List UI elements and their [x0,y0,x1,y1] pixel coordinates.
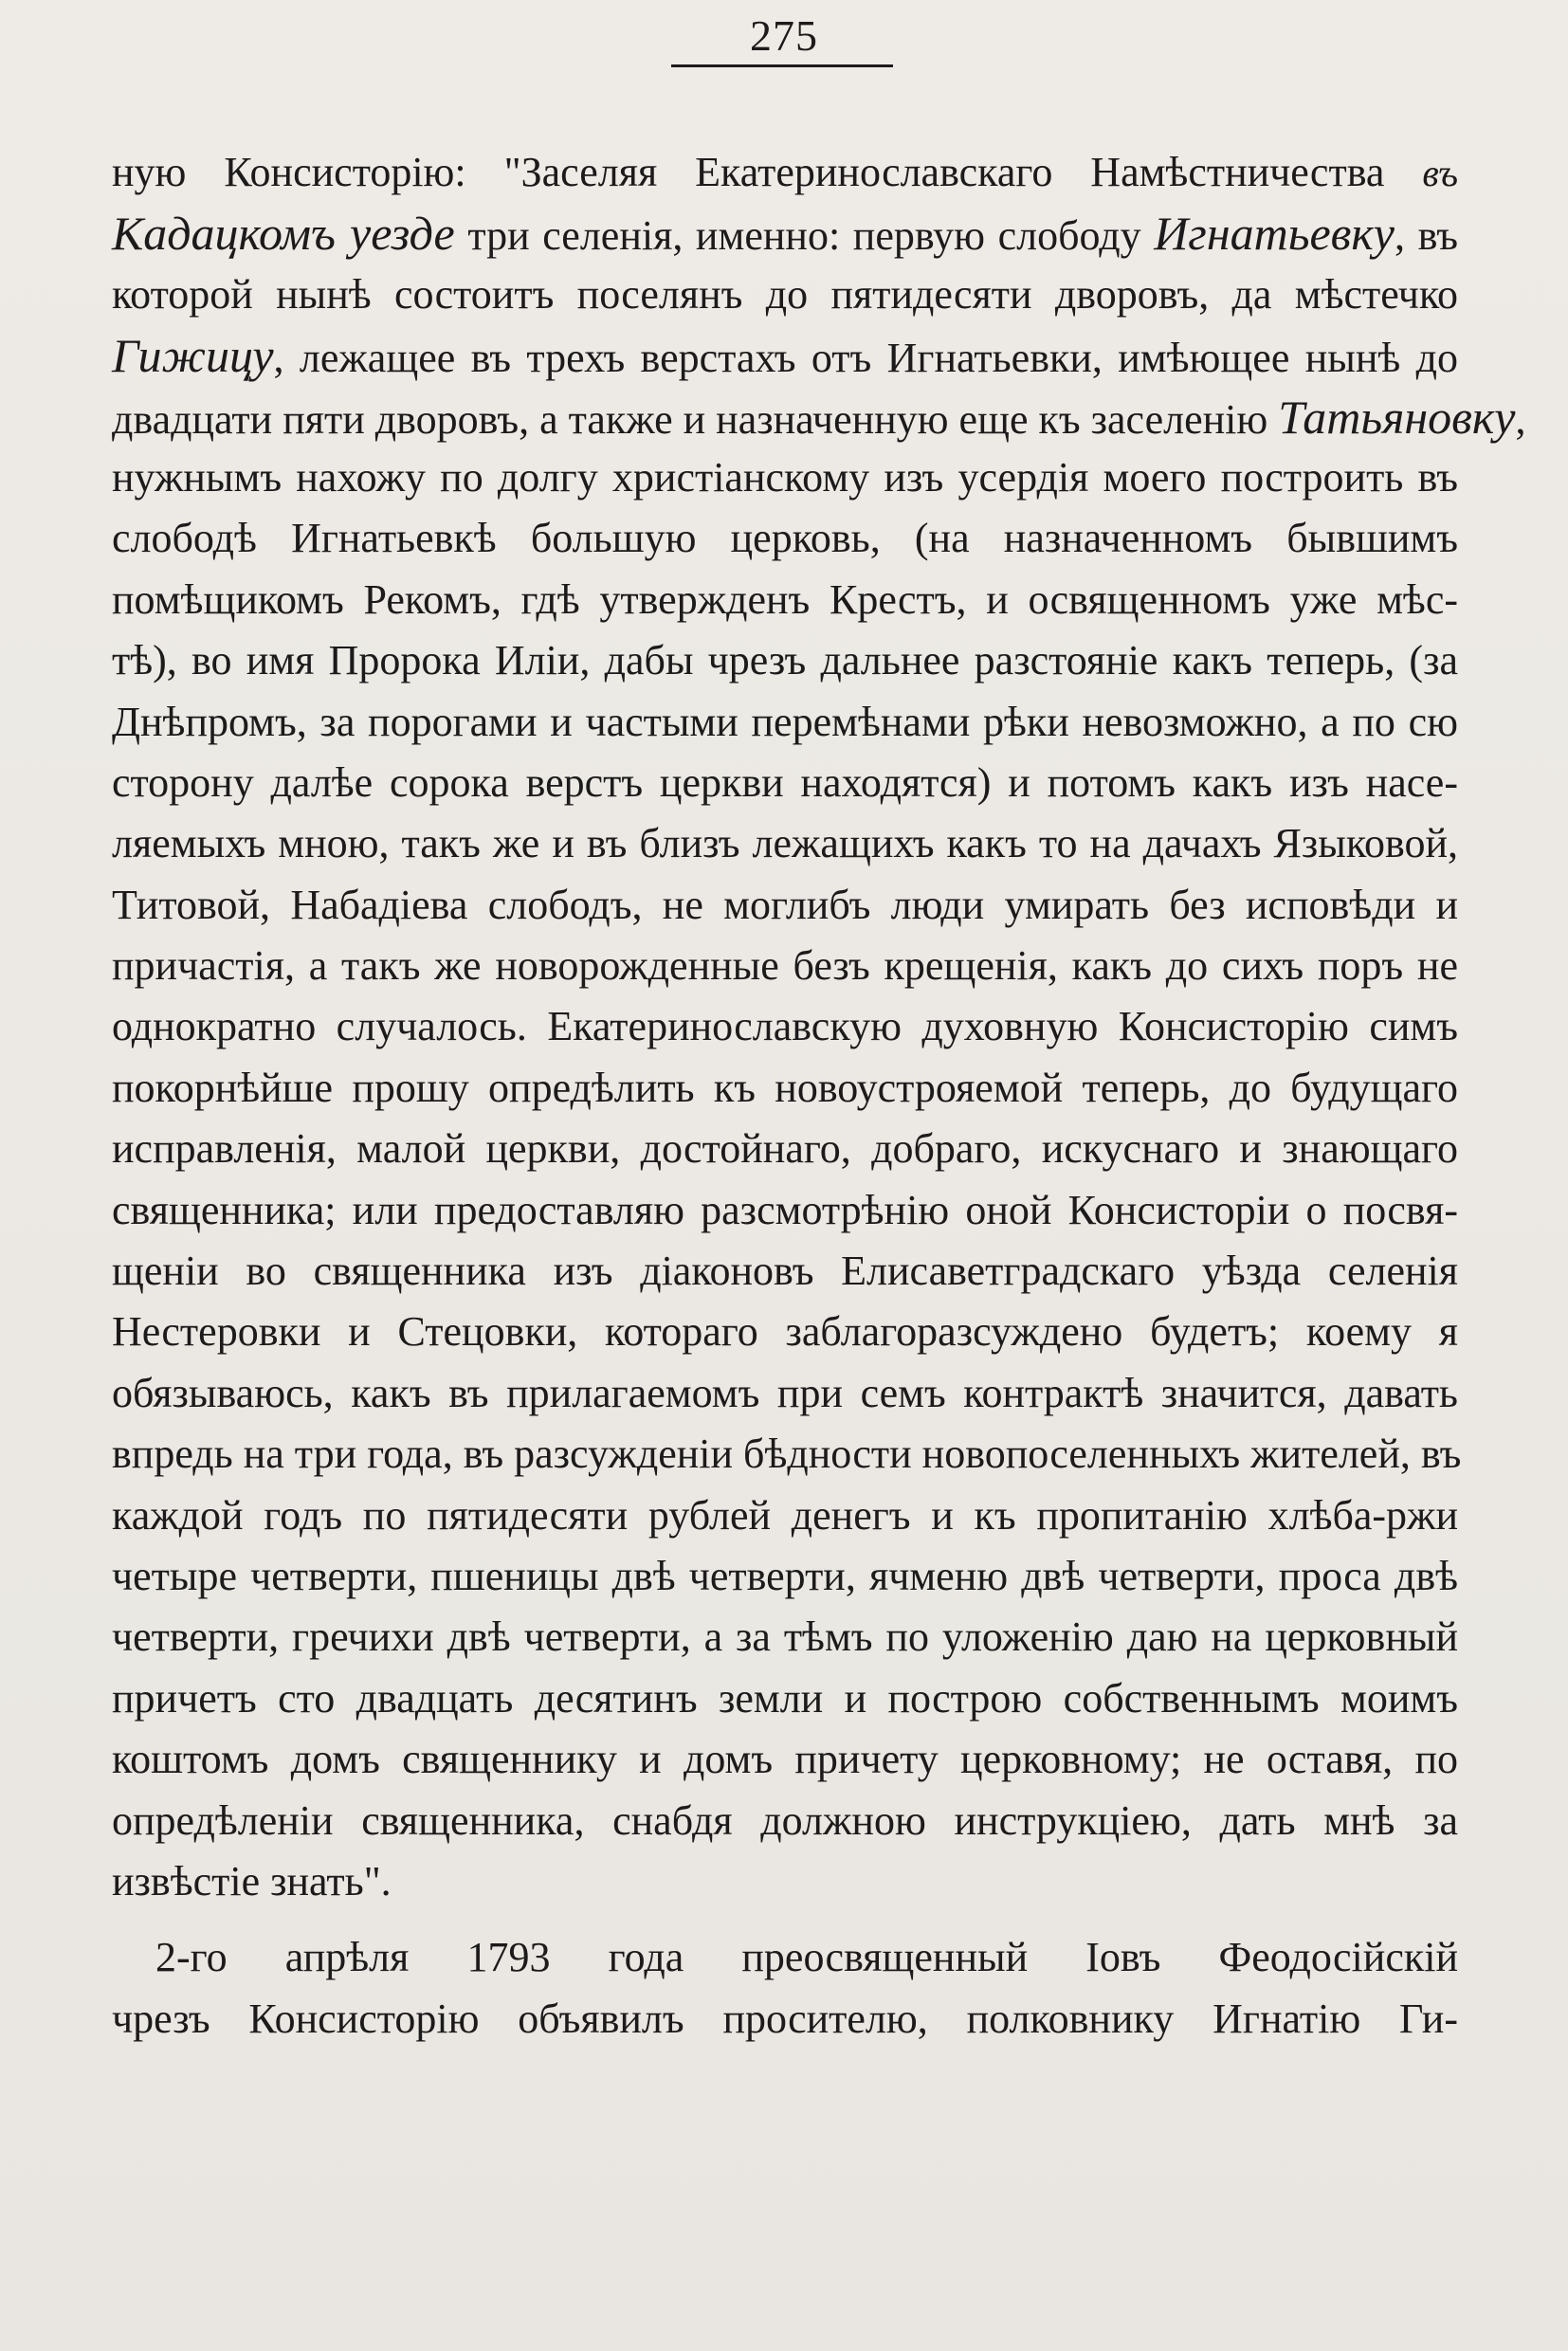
text-line [112,1927,1458,1988]
body-text [112,142,1526,2050]
text-run: слободѣ Игнатьевкѣ большую церковь, (на назначенномъ бывшимъ [112,515,1458,562]
italic-text-run: въ [1422,152,1458,194]
text-run: ляемыхъ мною, такъ же и въ близъ лежащихъ какъ то на дачахъ Языковой, [112,820,1458,867]
text-line [112,1302,1458,1362]
paragraph-2 [112,1927,1458,2050]
text-line [112,387,1526,447]
page-number-rule [671,64,893,67]
text-line [112,1363,1458,1424]
text-line [112,1791,1458,1851]
text-line [112,1058,1458,1119]
text-run: Днѣпромъ, за порогами и частыми перемѣнами рѣки невозможно, а по сю [112,698,1458,745]
text-run: которой нынѣ состоитъ поселянъ до пятидесяти дворовъ, да мѣстечко [112,270,1458,318]
page-number: 275 [750,11,818,60]
text-run: , [1515,395,1526,443]
text-run: покорнѣйше прошу опредѣлить къ новоустрояемой теперь, до будущаго [112,1064,1458,1111]
text-run: Нестеровки и Стецовки, котораго заблагоразсуждено будетъ; коему я [112,1308,1458,1356]
text-run: Титовой, Набадіева слободъ, не моглибъ люди умирать без исповѣди и [112,881,1458,928]
text-line [112,1546,1458,1607]
text-line [112,570,1458,630]
text-run: помѣщикомъ Рекомъ, гдѣ утвержденъ Крестъ, и освященномъ уже мѣс- [112,575,1458,623]
text-run: три селенія, именно: первую слободу [454,212,1155,260]
text-line [112,875,1458,936]
text-line [112,1241,1458,1302]
text-run: , лежащее въ трехъ верстахъ отъ Игнатьевки, имѣющее нынѣ до [273,335,1458,382]
text-line [112,1424,1462,1485]
paragraph-gap [112,1912,1458,1927]
text-run: обязываюсь, какъ въ прилагаемомъ при семъ контрактѣ значится, давать [112,1369,1458,1416]
text-run: 2-го апрѣля 1793 года преосвященный Іовъ Феодосійскій [155,1934,1458,1981]
text-run: четыре четверти, пшеницы двѣ четверти, ячменю двѣ четверти, проса двѣ [112,1552,1458,1599]
italic-text-run: Кадацкомъ уезде [112,207,455,261]
text-run: священника; или предоставляю разсмотрѣнію оной Консисторіи о посвя- [112,1186,1458,1233]
text-line [112,203,1458,264]
text-run: извѣстіе знать". [112,1857,392,1904]
text-line [112,753,1458,813]
text-line [112,1851,1458,1912]
paragraph-1 [112,142,1526,1912]
text-run: щеніи во священника изъ діаконовъ Елисаветградскаго уѣзда селенія [112,1248,1458,1295]
text-line [112,264,1458,325]
text-run: причастія, а такъ же новорожденные безъ крещенія, какъ до сихъ поръ не [112,942,1458,990]
text-line [112,508,1458,569]
text-run: чрезъ Консисторію объявилъ просителю, полковнику Игнатію Ги- [112,1995,1458,2042]
italic-text-run: Татьяновку [1278,390,1516,444]
text-line [112,325,1458,386]
italic-text-run: Игнатьевку [1154,207,1395,261]
text-run: четверти, гречихи двѣ четверти, а за тѣмъ по уложенію даю на церковный [112,1613,1458,1661]
italic-text-run: Гижицу [112,329,274,383]
text-line [112,1729,1458,1790]
text-run: коштомъ домъ священнику и домъ причету церковному; не оставя, по [112,1736,1458,1783]
text-run: тѣ), во имя Пророка Иліи, дабы чрезъ дальнее разстояніе какъ теперь, (за [112,637,1458,684]
text-line [112,813,1458,874]
text-run: каждой годъ по пятидесяти рублей денегъ и къ пропитанію хлѣба-ржи [112,1491,1458,1539]
text-run: нужнымъ нахожу по долгу христіанскому изъ усердія моего построить въ [112,453,1458,501]
text-line [112,996,1458,1057]
text-run: исправленія, малой церкви, достойнаго, добраго, искуснаго и знающаго [112,1125,1458,1173]
text-line [112,1180,1458,1241]
text-run: , въ [1394,212,1459,260]
text-line [112,936,1458,996]
text-line [112,630,1458,691]
text-run: впредь на три года, въ разсужденіи бѣдности новопоселенныхъ жителей, въ [112,1431,1462,1478]
text-run: двадцати пяти дворовъ, а также и назначенную еще къ заселенію [112,395,1279,443]
text-line [112,447,1458,508]
text-line [112,1119,1458,1179]
text-line [112,142,1458,203]
text-line [112,1668,1458,1729]
text-run: причетъ сто двадцать десятинъ земли и построю собственнымъ моимъ [112,1674,1458,1722]
text-line [112,692,1458,753]
text-run: сторону далѣе сорока верстъ церкви находятся) и потомъ какъ изъ насе- [112,758,1458,806]
text-line [112,1485,1458,1546]
text-line [112,1989,1458,2050]
text-run: ную Консисторію: "Заселяя Екатеринославскаго Намѣстничества [112,149,1423,195]
text-line [112,1607,1458,1668]
text-run: опредѣленіи священника, снабдя должною инструкціею, дать мнѣ за [112,1796,1458,1844]
text-run: однократно случалось. Екатеринославскую духовную Консисторію симъ [112,1003,1458,1050]
